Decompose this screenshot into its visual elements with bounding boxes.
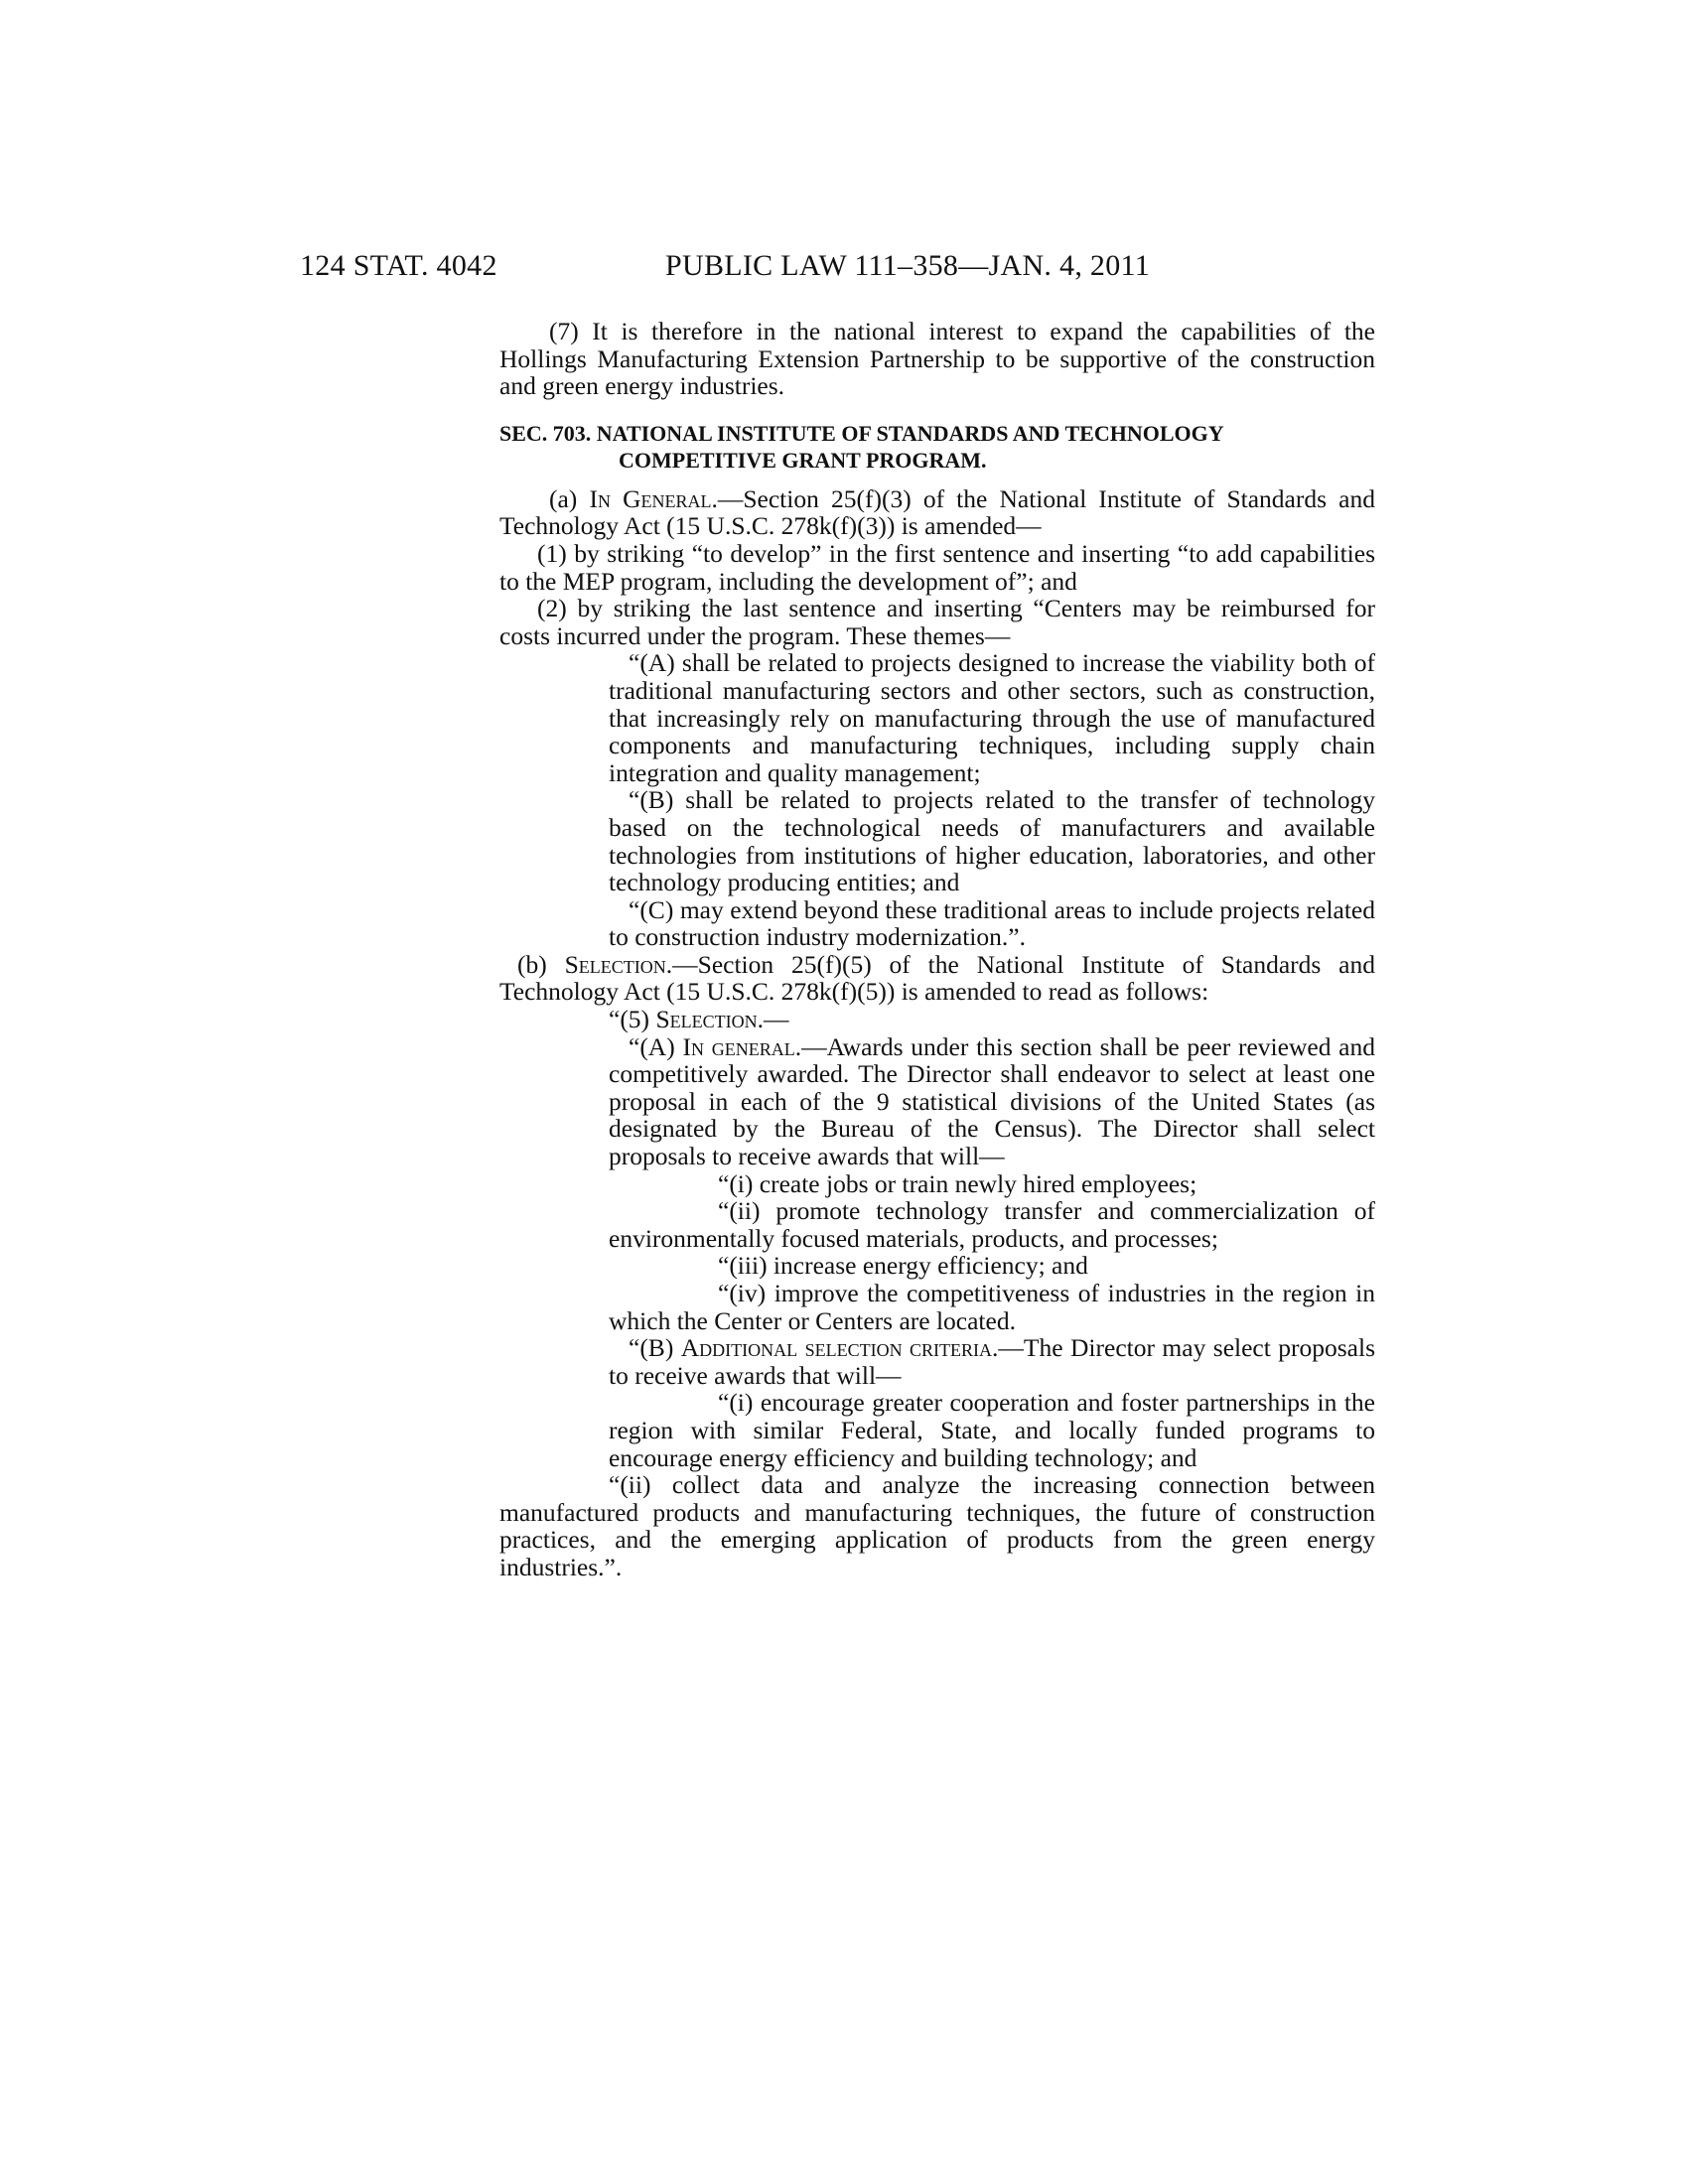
subparagraph-a-A: “(A) shall be related to projects designed to increase the viability both of traditional manufacturing sectors and other sectors, such as construction, that increasingly rely on manufacturing through the use of manufactured components and manufacturing techniques, including supply chain integration and quality management; xyxy=(609,648,1375,787)
subparagraph-b-A-heading: In general xyxy=(682,1031,795,1061)
subparagraph-b-B-prefix: “(B) xyxy=(629,1333,674,1363)
paragraph-a-1-text: (1) by striking “to develop” in the first sentence and inserting “to add capabilities to the MEP program, including the development of”; and xyxy=(499,538,1375,596)
subparagraph-b-B xyxy=(609,1334,1375,1389)
paragraph-b-5-prefix: “(5) xyxy=(609,1005,650,1034)
clause-b-A-ii: “(ii) promote technology transfer and commercialization of environmentally focused materials, products, and processes; xyxy=(609,1196,1375,1253)
clause-b-B-i: “(i) encourage greater cooperation and foster partnerships in the region with similar Federal, State, and locally funded programs to encourage energy efficiency and building technology; and xyxy=(609,1388,1375,1472)
subparagraph-b-A xyxy=(609,1033,1375,1170)
subsection-a-prefix: (a) xyxy=(549,483,578,513)
subsection-b xyxy=(499,951,1375,1006)
clause-b-A-iv: “(iv) improve the competitiveness of industries in the region in which the Center or Centers are located. xyxy=(609,1279,1375,1335)
paragraph-b-5-heading: Selection xyxy=(655,1005,758,1034)
section-heading: SEC. 703. NATIONAL INSTITUTE OF STANDARDS AND TECHNOLOGY COMPETITIVE GRANT PROGRAM. xyxy=(499,420,1223,473)
paragraph-a-2: (2) by striking the last sentence and inserting “Centers may be reimbursed for costs incurred under the program. These themes— xyxy=(499,594,1375,650)
subparagraph-a-C: “(C) may extend beyond these traditional areas to include projects related to construction industry modernization.”. xyxy=(609,894,1375,952)
subsection-a xyxy=(499,485,1375,540)
public-law-citation: PUBLIC LAW 111–358—JAN. 4, 2011 xyxy=(665,249,1151,282)
subparagraph-b-B-text: .—The Director may select proposals to receive awards that will— xyxy=(609,1333,1376,1390)
subsection-a-heading: In General xyxy=(589,483,712,513)
clause-b-A-iii: “(iii) increase energy efficiency; and xyxy=(718,1251,1088,1281)
paragraph-b-5 xyxy=(499,1006,1375,1033)
finding-paragraph-7: (7) It is therefore in the national interest to expand the capabilities of the Hollings Manufacturing Extension Partnership to be supportive of the construction and green energy industries. xyxy=(499,317,1375,401)
paragraph-b-5-suffix: .— xyxy=(757,1005,789,1034)
subparagraph-a-B: “(B) shall be related to projects related to the transfer of technology based on the technological needs of manufacturers and available technologies from institutions of higher education, laboratories, and other technology producing entities; and xyxy=(609,785,1375,897)
subparagraph-b-B-heading: Additional selection criteria xyxy=(680,1333,993,1363)
clause-b-B-ii: “(ii) collect data and analyze the increasing connection between manufactured products and manufacturing techniques, the future of construction practices, and the emerging application of products from the green energy industries.”. xyxy=(499,1470,1375,1581)
subsection-b-text: .—Section 25(f)(5) of the National Institute of Standards and Technology Act (15 U.S.C. 278k(f)(5)) is amended to read as follows: xyxy=(499,949,1376,1007)
subsection-b-prefix: (b) xyxy=(517,949,547,979)
document-body xyxy=(499,318,1375,1581)
page-header xyxy=(300,246,1377,286)
subparagraph-b-A-prefix: “(A) xyxy=(629,1031,675,1061)
paragraph-a-1 xyxy=(499,540,1375,595)
subsection-b-heading: Selection xyxy=(564,949,666,979)
statute-page-number: 124 STAT. 4042 xyxy=(300,249,497,282)
subparagraph-b-A-text: .—Awards under this section shall be peer reviewed and competitively awarded. The Director shall endeavor to select at least one proposal in each of the 9 statistical divisions of the United States (as designated by the Bureau of the Census). The Director shall select proposals to receive awards that will— xyxy=(609,1031,1376,1171)
subsection-a-text: .—Section 25(f)(3) of the National Institute of Standards and Technology Act (15 U.S.C. 278k(f)(3)) is amended— xyxy=(499,483,1375,541)
clause-b-A-i: “(i) create jobs or train newly hired employees; xyxy=(718,1168,1197,1198)
